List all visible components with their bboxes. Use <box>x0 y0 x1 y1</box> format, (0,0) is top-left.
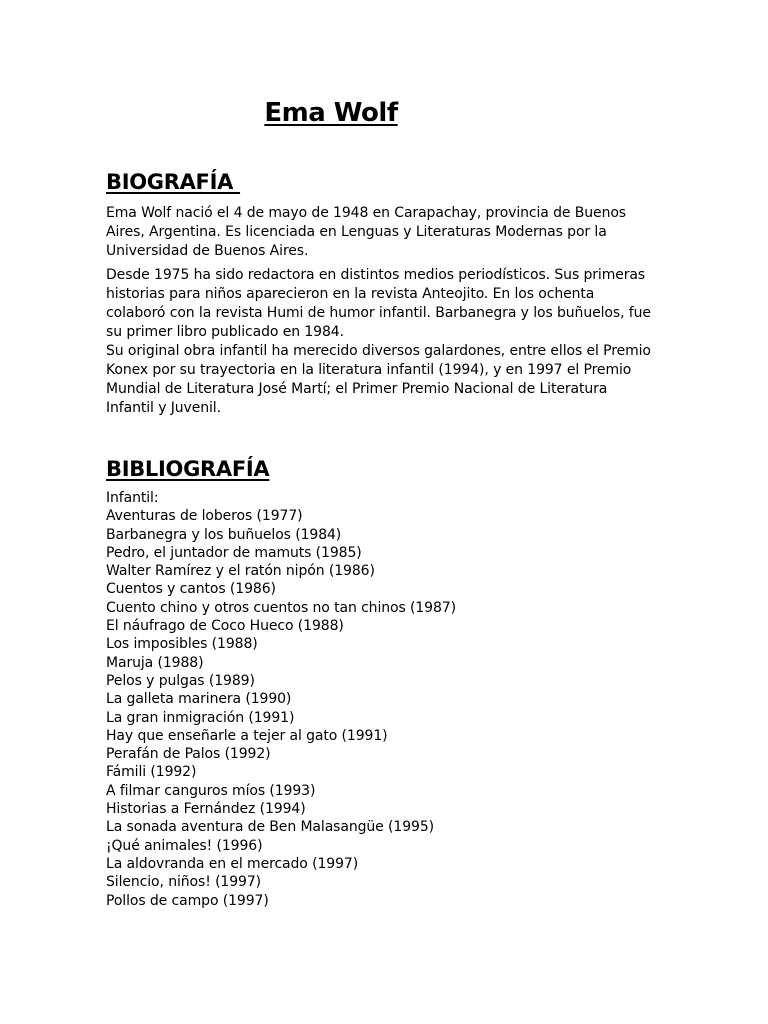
list-item: Walter Ramírez y el ratón nipón (1986) <box>106 563 375 580</box>
list-item: Cuentos y cantos (1986) <box>106 581 276 598</box>
list-item: Pollos de campo (1997) <box>106 892 269 909</box>
list-item: La galleta marinera (1990) <box>106 691 292 708</box>
list-item: Fámili (1992) <box>106 764 197 781</box>
list-item: La gran inmigración (1991) <box>106 709 295 726</box>
list-item: A filmar canguros míos (1993) <box>106 782 316 799</box>
biography-paragraph-1: Ema Wolf nació el 4 de mayo de 1948 en Carapachay, provincia de Buenos Aires, Argentina. Es licenciada en Lenguas y Literaturas Modernas por la Universidad de Buenos Aires. <box>106 205 626 259</box>
list-item: Barbanegra y los buñuelos (1984) <box>106 526 342 543</box>
biography-paragraph-3-text: Su original obra infantil ha merecido diversos galardones, entre ellos el Premio Konex por su trayectoria en la literatura infantil (1994), y en 1997 el Premio Mundial de Literatura José Martí; el Primer Premio Nacional de Literatura Infantil y Juvenil. <box>106 343 651 416</box>
bibliography-list <box>106 489 666 910</box>
biography-paragraph-2-text: Desde 1975 ha sido redactora en distintos medios periodísticos. Sus primeras historias para niños aparecieron en la revista Anteojito. En los ochenta colaboró con la revista Humi de humor infantil. Barbanegra y los buñuelos, fue su primer libro publicado en 1984. <box>106 267 651 340</box>
list-item: ¡Qué animales! (1996) <box>106 837 263 854</box>
list-item: Cuento chino y otros cuentos no tan chinos (1987) <box>106 599 456 616</box>
list-item: Los imposibles (1988) <box>106 636 258 653</box>
list-item: La sonada aventura de Ben Malasangüe (1995) <box>106 819 434 836</box>
list-item: Historias a Fernández (1994) <box>106 801 306 818</box>
page-title: Ema Wolf <box>264 98 398 128</box>
list-item: Pedro, el juntador de mamuts (1985) <box>106 544 362 561</box>
biography-paragraph-2 <box>106 266 656 418</box>
list-item: El náufrago de Coco Hueco (1988) <box>106 618 344 635</box>
list-item: Hay que enseñarle a tejer al gato (1991) <box>106 727 388 744</box>
bibliography-heading: BIBLIOGRAFÍA <box>106 457 270 481</box>
list-item: Pelos y pulgas (1989) <box>106 672 255 689</box>
biography-heading: BIOGRAFÍA <box>106 170 241 194</box>
list-item: Silencio, niños! (1997) <box>106 874 262 891</box>
list-item: Maruja (1988) <box>106 654 204 671</box>
list-item: Aventuras de loberos (1977) <box>106 508 303 525</box>
list-item: La aldovranda en el mercado (1997) <box>106 855 359 872</box>
bibliography-category: Infantil: <box>106 490 159 506</box>
list-item: Perafán de Palos (1992) <box>106 746 271 763</box>
